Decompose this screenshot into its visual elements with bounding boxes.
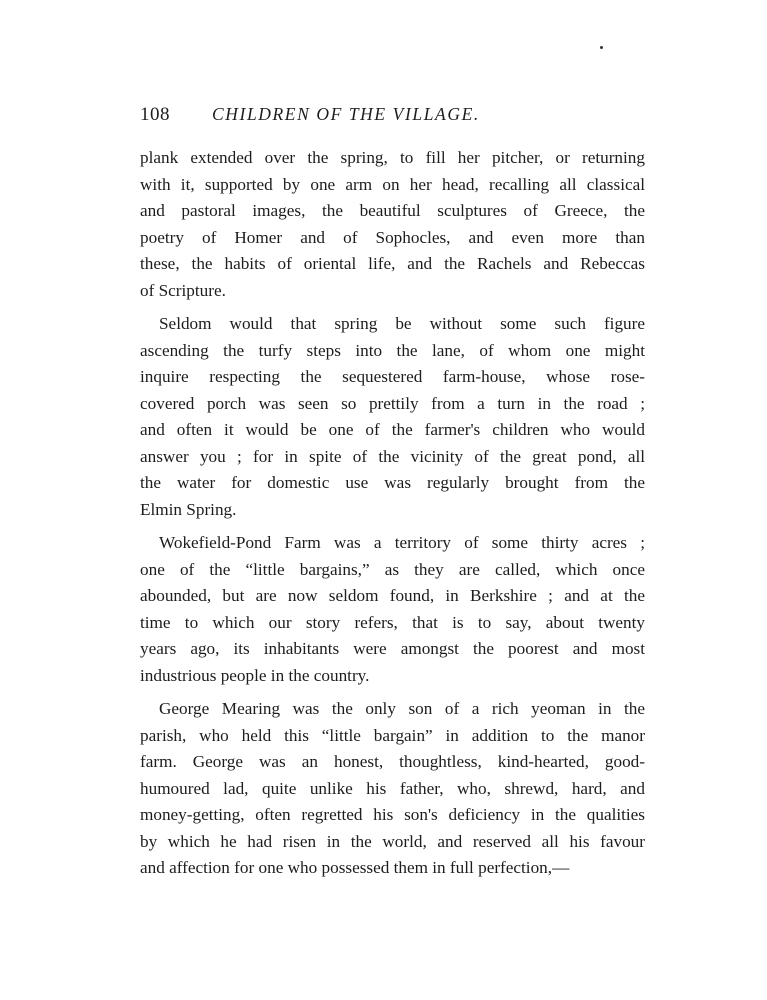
text-line: humoured lad, quite unlike his father, who, shrewd, hard, and <box>140 778 645 798</box>
text-line: and often it would be one of the farmer's children who would <box>140 420 645 439</box>
text-line: money-getting, often regretted his son's deficiency in the qualities <box>140 805 645 824</box>
page-number: 108 <box>140 104 170 125</box>
paragraph <box>140 696 645 882</box>
text-line: answer you ; for in spite of the vicinity of the great pond, all <box>140 446 645 466</box>
text-line: ascending the turfy steps into the lane, of whom one might <box>140 340 645 360</box>
running-header <box>140 104 645 132</box>
running-title: CHILDREN OF THE VILLAGE. <box>212 104 480 124</box>
text-line: time to which our story refers, that is to say, about twenty <box>140 612 645 632</box>
text-line: Seldom would that spring be without some such figure <box>159 314 645 333</box>
text-line: George Mearing was the only son of a rich yeoman in the <box>159 699 645 718</box>
text-line: by which he had risen in the world, and reserved all his favour <box>140 831 645 851</box>
text-line: abounded, but are now seldom found, in Berkshire ; and at the <box>140 586 645 605</box>
text-line: with it, supported by one arm on her head, recalling all classical <box>140 174 645 194</box>
text-line: inquire respecting the sequestered farm-house, whose rose- <box>140 367 645 386</box>
paragraph <box>140 145 645 304</box>
text-line: and affection for one who possessed them in full perfection,— <box>140 858 570 877</box>
text-line: one of the “little bargains,” as they are called, which once <box>140 559 645 579</box>
body-text <box>140 145 645 882</box>
text-line: these, the habits of oriental life, and the Rachels and Rebeccas <box>140 254 645 273</box>
text-line: Wokefield-Pond Farm was a territory of some thirty acres ; <box>159 533 645 552</box>
paragraph <box>140 530 645 689</box>
text-line: farm. George was an honest, thoughtless, kind-hearted, good- <box>140 752 645 771</box>
text-line: covered porch was seen so prettily from a turn in the road ; <box>140 393 645 413</box>
text-line: years ago, its inhabitants were amongst the poorest and most <box>140 639 645 658</box>
text-line: industrious people in the country. <box>140 665 370 685</box>
text-line: the water for domestic use was regularly brought from the <box>140 473 645 492</box>
text-line: parish, who held this “little bargain” in addition to the manor <box>140 725 645 745</box>
text-line: poetry of Homer and of Sophocles, and even more than <box>140 227 645 247</box>
page-speck <box>600 46 603 49</box>
paragraph <box>140 311 645 523</box>
text-line: Elmin Spring. <box>140 499 237 519</box>
text-line: and pastoral images, the beautiful sculptures of Greece, the <box>140 201 645 220</box>
text-line: of Scripture. <box>140 280 226 300</box>
book-page <box>140 104 645 889</box>
text-line: plank extended over the spring, to fill her pitcher, or returning <box>140 148 645 167</box>
